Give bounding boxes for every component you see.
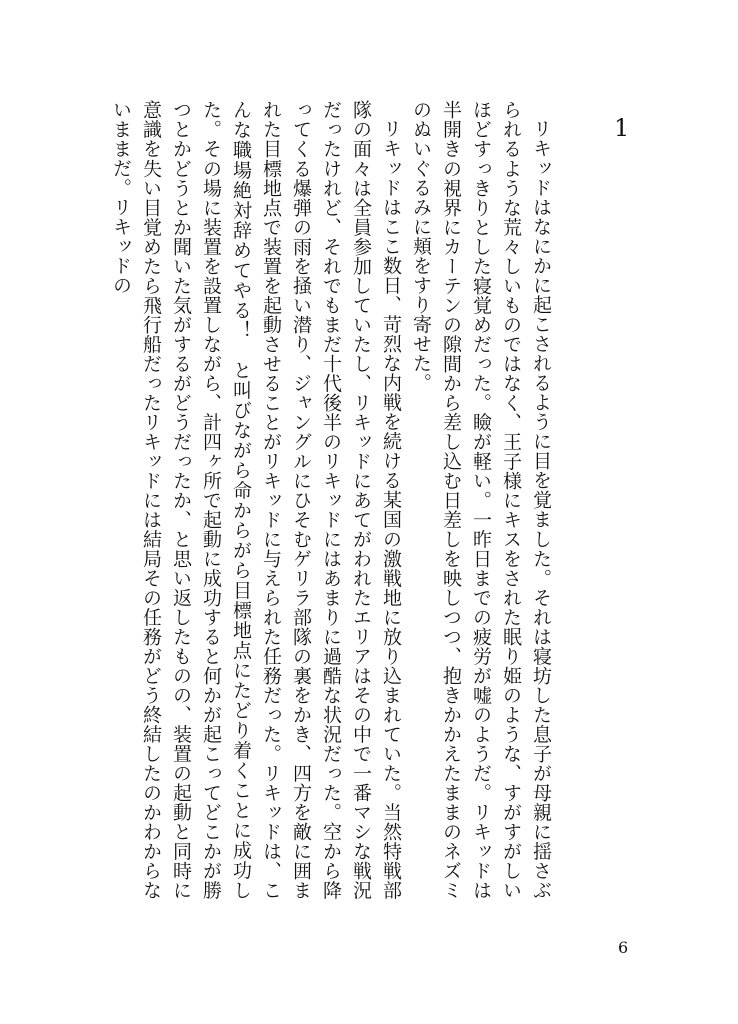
paragraph: リキッドはここ数日、苛烈な内戦を続ける某国の激戦地に放り込まれていた。当然特戦部隊の面々は全員参加していたし、リキッドにあてがわれたエリアはその中で一番マシな戦況だったけれど、それでもまだ十代後半のリキッドにはあまりに過酷な状況だった。空から降ってくる爆弾の雨を掻い潜り、ジャングルにひそむゲリラ部隊の裏をかき、四方を敵に囲まれた目標地点で装置を起動させることがリキッドに与えられた任務だった。リキッドは、こんな職場絶対辞めてやる！ と叫びながら命からがら目標地点にたどり着くことに成功した。その場に装置を設置しながら、計四ヶ所で起動に成功すると何かが起こってどこかが勝つとかどうとか聞いた気がするがどうだったか、と思い返したものの、装置の起動と同時に意識を失い目覚めたら飛行船だったリキッドには結局その任務がどう終結したのかわからないままだ。リキッドの <box>110 100 402 901</box>
page-number: 6 <box>618 938 629 957</box>
chapter-number: 1 <box>614 114 630 142</box>
body-text <box>110 100 556 901</box>
paragraph: リキッドはなにかに起こされるように目を覚ました。それは寝坊した息子が母親に揺さぶられるような荒々しいものではなく、王子様にキスをされた眠り姫のような、すがすがしいほどすっきりとした寝覚めだった。瞼が軽い。一昨日までの疲労が嘘のようだ。リキッドは半開きの視界にカーテンの隙間から差し込む日差しを映しつつ、抱きかかえたままのネズミのぬいぐるみに頬をすり寄せた。 <box>410 100 552 901</box>
